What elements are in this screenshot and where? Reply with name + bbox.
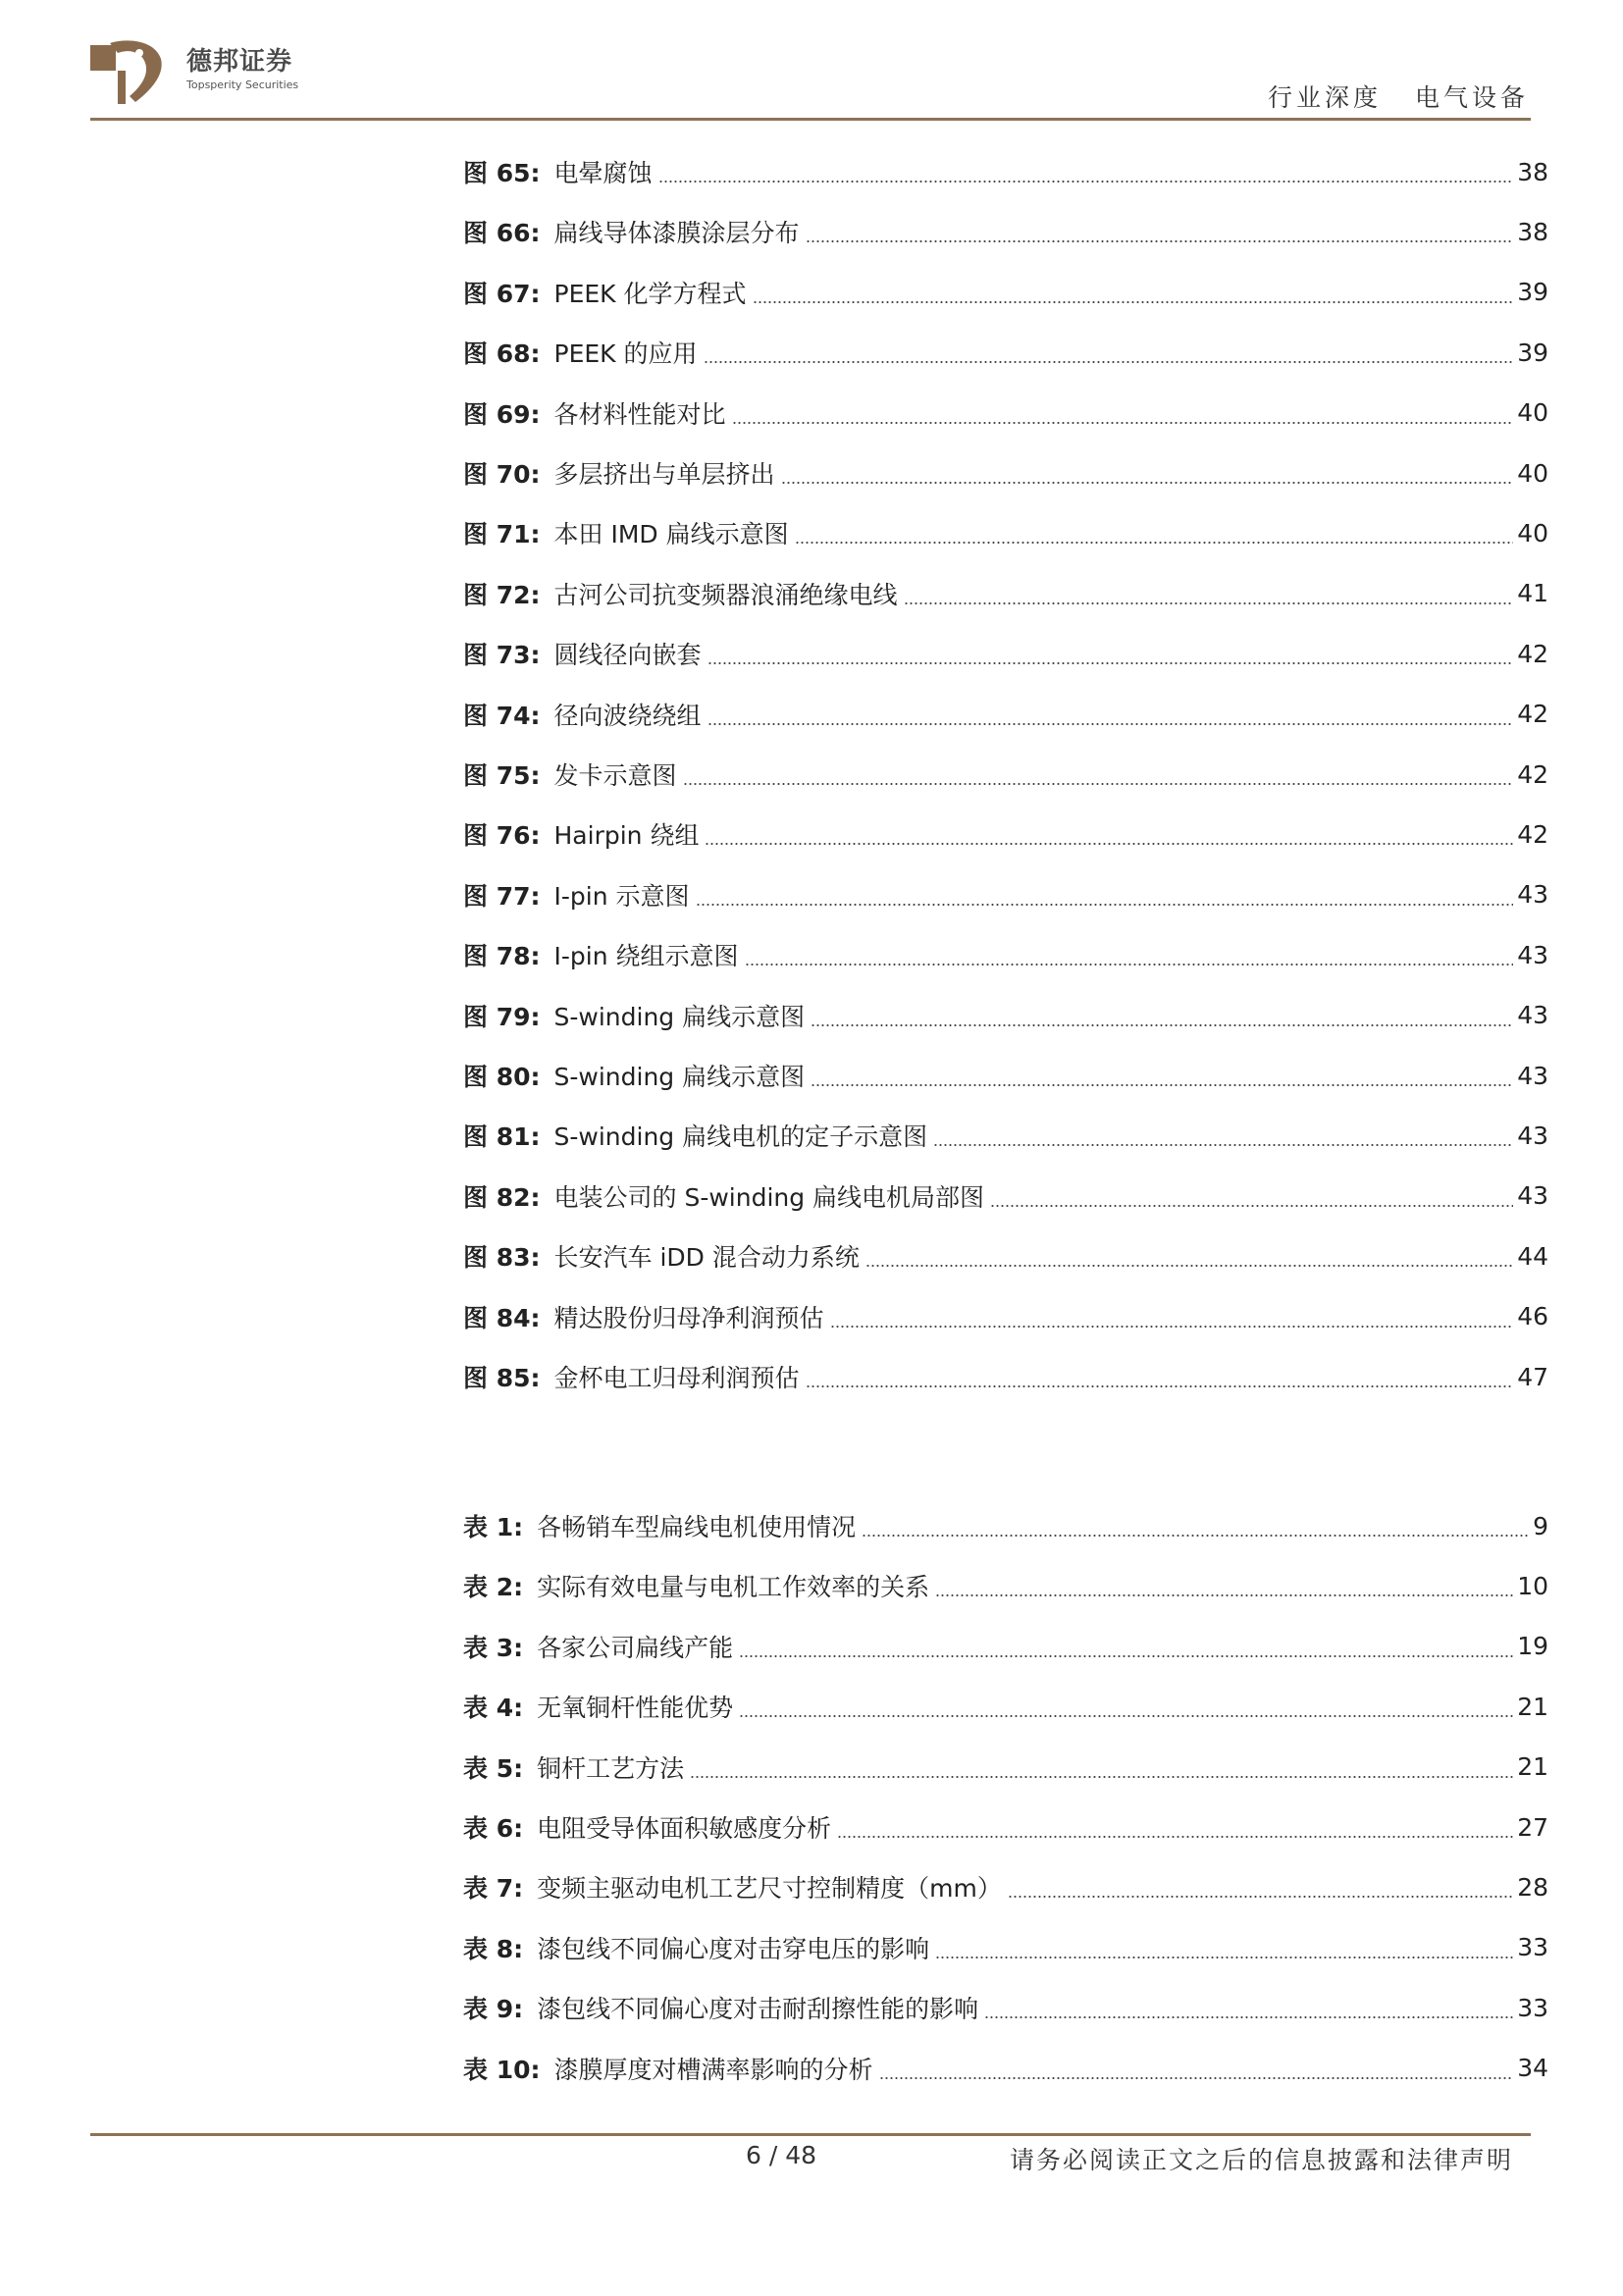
entry-label: 表 7:	[463, 1874, 524, 1904]
entry-page-number: 47	[1517, 1362, 1548, 1391]
dot-leader	[707, 662, 1514, 664]
entry-title: Hairpin 绕组	[553, 821, 700, 851]
entry-page-number: 34	[1517, 2054, 1548, 2083]
entry-page-number: 33	[1517, 1933, 1548, 1962]
dot-leader	[837, 1836, 1513, 1838]
figure-entry[interactable]	[463, 634, 1548, 673]
entry-title: 无氧铜杆性能优势	[537, 1694, 734, 1723]
entry-page-number: 46	[1517, 1302, 1548, 1331]
entry-title: 电晕腐蚀	[553, 159, 653, 187]
entry-page-number: 40	[1517, 398, 1548, 428]
entry-page-number: 42	[1517, 819, 1548, 849]
dot-leader	[984, 2016, 1513, 2018]
entry-label: 图 83:	[463, 1243, 541, 1273]
dot-leader	[862, 1535, 1529, 1537]
entry-title: 电阻受导体面积敏感度分析	[537, 1814, 832, 1843]
table-entry[interactable]	[463, 2049, 1548, 2088]
entry-label: 图 85:	[463, 1364, 541, 1392]
figure-entry[interactable]	[463, 695, 1548, 734]
entry-label: 表 9:	[463, 1995, 524, 2024]
dot-leader	[739, 1715, 1513, 1717]
dot-leader	[990, 1205, 1513, 1207]
entry-title: 本田 IMD 扁线示意图	[553, 520, 789, 549]
sector-label: 电气设备	[1414, 83, 1529, 112]
entry-label: 图 65:	[463, 159, 541, 187]
entry-page-number: 43	[1517, 1181, 1548, 1211]
dot-leader	[865, 1265, 1513, 1267]
entry-label: 表 6:	[463, 1814, 524, 1843]
entry-title: I-pin 绕组示意图	[553, 942, 739, 971]
entry-page-number: 43	[1517, 1001, 1548, 1030]
entry-title: 变频主驱动电机工艺尺寸控制精度（mm）	[537, 1874, 1002, 1904]
entry-label: 表 1:	[463, 1513, 524, 1541]
logo-text-cn: 德邦证券	[186, 47, 293, 77]
figure-entry[interactable]	[463, 1056, 1548, 1095]
figure-entry[interactable]	[463, 814, 1548, 854]
table-entry[interactable]	[463, 1506, 1548, 1545]
entry-page-number: 43	[1517, 1121, 1548, 1150]
entry-page-number: 38	[1517, 217, 1548, 246]
dot-leader	[781, 482, 1514, 484]
dot-leader	[683, 783, 1514, 785]
entry-label: 图 74:	[463, 701, 541, 730]
entry-title: S-winding 扁线示意图	[553, 1063, 806, 1091]
entry-page-number: 9	[1533, 1511, 1548, 1540]
entry-title: S-winding 扁线示意图	[553, 1002, 806, 1031]
figure-entry[interactable]	[463, 1236, 1548, 1276]
entry-label: 图 80:	[463, 1063, 541, 1091]
dot-leader	[806, 1385, 1514, 1387]
entry-page-number: 43	[1517, 1061, 1548, 1090]
figure-entry[interactable]	[463, 212, 1548, 251]
entry-title: 漆包线不同偏心度对击穿电压的影响	[537, 1934, 930, 1963]
entry-label: 图 76:	[463, 821, 541, 851]
dot-leader	[935, 1957, 1513, 1958]
entry-title: 各家公司扁线产能	[537, 1633, 734, 1662]
header-divider	[90, 118, 1531, 121]
entry-title: 长安汽车 iDD 混合动力系统	[553, 1243, 860, 1273]
figure-entry[interactable]	[463, 152, 1548, 191]
page-header	[0, 0, 1623, 128]
entry-label: 图 79:	[463, 1002, 541, 1031]
dot-leader	[658, 181, 1514, 183]
figure-entry[interactable]	[463, 1116, 1548, 1155]
entry-title: 金杯电工归母利润预估	[553, 1364, 800, 1392]
dot-leader	[704, 361, 1514, 363]
dot-leader	[745, 964, 1514, 965]
entry-page-number: 21	[1517, 1752, 1548, 1782]
logo-text-en: Topsperity Securities	[186, 78, 299, 91]
figure-entry[interactable]	[463, 273, 1548, 312]
dot-leader	[795, 542, 1514, 544]
entry-page-number: 27	[1517, 1812, 1548, 1842]
figure-entry[interactable]	[463, 1357, 1548, 1396]
figure-entry[interactable]	[463, 935, 1548, 974]
entry-label: 表 8:	[463, 1934, 524, 1963]
dot-leader	[830, 1326, 1514, 1328]
entry-page-number: 21	[1517, 1692, 1548, 1721]
dot-leader	[879, 2077, 1514, 2079]
entry-title: PEEK 的应用	[553, 339, 698, 369]
entry-title: 古河公司抗变频器浪涌绝缘电线	[553, 580, 898, 609]
entry-label: 表 2:	[463, 1573, 524, 1602]
table-entry[interactable]	[463, 1566, 1548, 1605]
figure-entry[interactable]	[463, 574, 1548, 613]
entry-title: 多层挤出与单层挤出	[553, 460, 775, 489]
table-entry[interactable]	[463, 1988, 1548, 2027]
figure-entry[interactable]	[463, 875, 1548, 914]
entry-title: PEEK 化学方程式	[553, 279, 747, 308]
entry-page-number: 40	[1517, 458, 1548, 488]
entry-title: I-pin 示意图	[553, 881, 690, 911]
entry-title: 铜杆工艺方法	[537, 1753, 685, 1783]
figure-entry[interactable]	[463, 513, 1548, 552]
dot-leader	[1008, 1896, 1513, 1898]
entry-label: 图 78:	[463, 942, 541, 971]
entry-page-number: 40	[1517, 518, 1548, 548]
entry-label: 图 73:	[463, 641, 541, 670]
entry-label: 表 5:	[463, 1753, 524, 1783]
entry-page-number: 19	[1517, 1632, 1548, 1661]
logo-mark-icon	[90, 37, 167, 108]
table-entry[interactable]	[463, 1748, 1548, 1787]
entry-page-number: 39	[1517, 338, 1548, 367]
entry-label: 图 77:	[463, 881, 541, 911]
entry-title: 实际有效电量与电机工作效率的关系	[537, 1573, 930, 1602]
figure-entry[interactable]	[463, 755, 1548, 794]
table-entry[interactable]	[463, 1867, 1548, 1906]
entry-label: 表 10:	[463, 2055, 541, 2084]
figure-entry[interactable]	[463, 996, 1548, 1035]
entry-label: 图 67:	[463, 279, 541, 308]
entry-page-number: 44	[1517, 1241, 1548, 1271]
figure-entry[interactable]	[463, 1176, 1548, 1216]
entry-page-number: 42	[1517, 639, 1548, 668]
entry-page-number: 41	[1517, 579, 1548, 608]
dot-leader	[811, 1084, 1513, 1086]
dot-leader	[705, 843, 1513, 845]
entry-label: 图 75:	[463, 761, 541, 790]
figure-entry[interactable]	[463, 453, 1548, 493]
entry-page-number: 28	[1517, 1872, 1548, 1902]
dot-leader	[933, 1144, 1513, 1146]
entry-title: 径向波绕绕组	[553, 701, 702, 730]
table-entry[interactable]	[463, 1928, 1548, 1967]
dot-leader	[753, 301, 1514, 303]
dot-leader	[732, 422, 1514, 424]
entry-title: 各畅销车型扁线电机使用情况	[537, 1513, 857, 1541]
entry-label: 图 71:	[463, 520, 541, 549]
dot-leader	[935, 1594, 1513, 1596]
page-number: 6 / 48	[746, 2141, 817, 2169]
table-entry[interactable]	[463, 1627, 1548, 1666]
disclaimer: 请务必阅读正文之后的信息披露和法律声明	[1009, 2146, 1513, 2174]
category-label: 行业深度	[1267, 83, 1382, 112]
dot-leader	[739, 1655, 1513, 1657]
company-logo	[90, 37, 299, 108]
table-entry[interactable]	[463, 1687, 1548, 1726]
entry-label: 图 84:	[463, 1303, 541, 1332]
entry-title: 扁线导体漆膜涂层分布	[553, 219, 800, 248]
entry-page-number: 43	[1517, 940, 1548, 969]
entry-title: 发卡示意图	[553, 761, 677, 790]
entry-label: 表 4:	[463, 1694, 524, 1723]
entry-label: 表 3:	[463, 1633, 524, 1662]
entry-title: 各材料性能对比	[553, 399, 726, 429]
figure-entry[interactable]	[463, 393, 1548, 433]
footer-divider	[90, 2133, 1531, 2136]
entry-page-number: 38	[1517, 157, 1548, 186]
dot-leader	[707, 723, 1514, 725]
entry-title: 漆包线不同偏心度对击耐刮擦性能的影响	[537, 1995, 979, 2024]
figure-entry[interactable]	[463, 1297, 1548, 1336]
entry-label: 图 66:	[463, 219, 541, 248]
entry-label: 图 68:	[463, 339, 541, 369]
dot-leader	[806, 240, 1514, 242]
entry-page-number: 43	[1517, 880, 1548, 910]
entry-page-number: 33	[1517, 1993, 1548, 2022]
entry-page-number: 42	[1517, 700, 1548, 729]
entry-title: 漆膜厚度对槽满率影响的分析	[553, 2055, 873, 2084]
entry-title: 电装公司的 S-winding 扁线电机局部图	[553, 1182, 985, 1212]
entry-label: 图 82:	[463, 1182, 541, 1212]
entry-label: 图 81:	[463, 1122, 541, 1152]
entry-title: S-winding 扁线电机的定子示意图	[553, 1122, 928, 1152]
entry-title: 精达股份归母净利润预估	[553, 1303, 824, 1332]
dot-leader	[904, 602, 1514, 604]
entry-label: 图 69:	[463, 399, 541, 429]
dot-leader	[811, 1024, 1513, 1026]
entry-title: 圆线径向嵌套	[553, 641, 702, 670]
entry-page-number: 39	[1517, 278, 1548, 307]
dot-leader	[696, 904, 1514, 906]
entry-label: 图 70:	[463, 460, 541, 489]
dot-leader	[690, 1776, 1513, 1778]
table-entry[interactable]	[463, 1807, 1548, 1847]
entry-page-number: 10	[1517, 1571, 1548, 1600]
entry-page-number: 42	[1517, 759, 1548, 789]
figure-entry[interactable]	[463, 333, 1548, 372]
report-category	[1268, 78, 1529, 114]
entry-label: 图 72:	[463, 580, 541, 609]
